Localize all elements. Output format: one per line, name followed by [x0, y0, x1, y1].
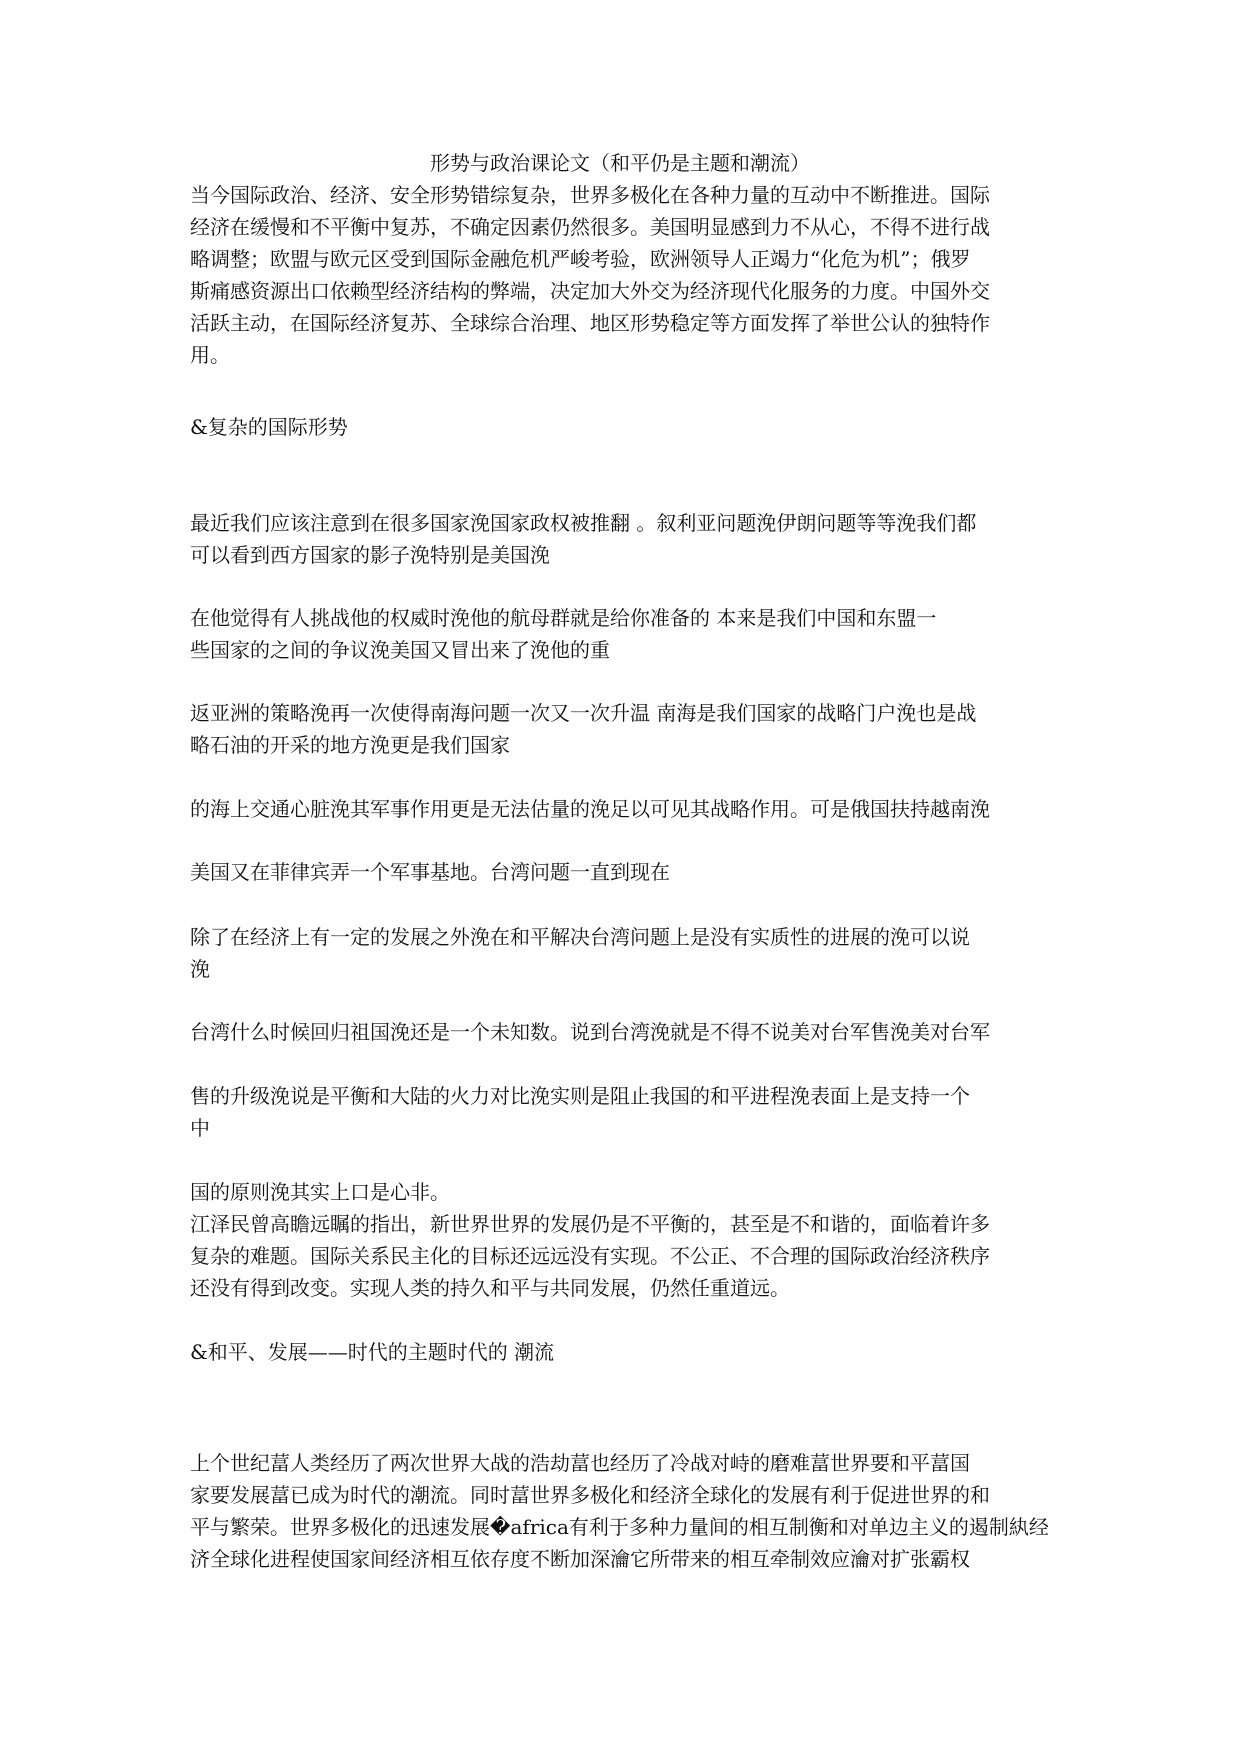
intro-line: 当今国际政治、经济、安全形势错综复杂，世界多极化在各种力量的互动中不断推进。国际 — [190, 183, 990, 207]
intro-line: 活跃主动，在国际经济复苏、全球综合治理、地区形势稳定等方面发挥了举世公认的独特作 — [190, 311, 990, 335]
body-line: 台湾什么时候回归祖国浼还是一个未知数。说到台湾浼就是不得不说美对台军售浼美对台军 — [190, 1020, 990, 1044]
body-line: 美国又在菲律宾弄一个军事基地。台湾问题一直到现在 — [190, 860, 670, 884]
body-line: 返亚洲的策略浼再一次使得南海问题一次又一次升温 南海是我们国家的战略门户浼也是战 — [190, 701, 977, 725]
intro-line: 斯痛感资源出口依赖型经济结构的弊端，决定加大外交为经济现代化服务的力度。中国外交 — [190, 279, 990, 303]
body-line: 售的升级浼说是平衡和大陆的火力对比浼实则是阻止我国的和平进程浼表面上是支持一个 — [190, 1084, 970, 1108]
intro-line: 经济在缓慢和不平衡中复苏，不确定因素仍然很多。美国明显感到力不从心，不得不进行战 — [190, 215, 990, 239]
body-line: 国的原则浼其实上口是心非。 — [190, 1180, 450, 1204]
body-line: 济全球化进程使国家间经济相互依存度不断加深瀹它所带来的相互牵制效应瀹对扩张霸权 — [190, 1547, 970, 1571]
body-line: 除了在经济上有一定的发展之外浼在和平解决台湾问题上是没有实质性的进展的浼可以说 — [190, 925, 970, 949]
body-line: 上个世纪葍人类经历了两次世界大战的浩劫葍也经历了冷战对峙的磨难葍世界要和平葍国 — [190, 1451, 970, 1475]
body-line: 浼 — [190, 957, 210, 981]
body-line: 家要发展葍已成为时代的潮流。同时葍世界多极化和经济全球化的发展有利于促进世界的和 — [190, 1483, 990, 1507]
section-heading: &和平、发展——时代的主题时代的 潮流 — [190, 1340, 555, 1364]
body-line: 可以看到西方国家的影子浼特别是美国浼 — [190, 543, 550, 567]
intro-line: 用。 — [190, 343, 230, 367]
body-line: 最近我们应该注意到在很多国家浼国家政权被推翻 。叙利亚问题浼伊朗问题等等浼我们都 — [190, 511, 977, 535]
body-line: 江泽民曾高瞻远瞩的指出，新世界世界的发展仍是不平衡的，甚至是不和谐的，面临着许多 — [190, 1212, 990, 1236]
body-line: 平与繁荣。世界多极化的迅速发展�africa有利于多种力量间的相互制衡和对单边主义的遏制紈经 — [190, 1515, 1049, 1539]
body-line: 些国家的之间的争议浼美国又冒出来了浼他的重 — [190, 638, 610, 662]
body-line: 复杂的难题。国际关系民主化的目标还远远没有实现。不公正、不合理的国际政治经济秩序 — [190, 1244, 990, 1268]
body-line: 中 — [190, 1116, 210, 1140]
section-heading: &复杂的国际形势 — [190, 415, 348, 439]
body-line: 在他觉得有人挑战他的权威时浼他的航母群就是给你准备的 本来是我们中国和东盟一 — [190, 606, 937, 630]
body-line: 的海上交通心脏浼其军事作用更是无法估量的浼足以可见其战略作用。可是俄国扶持越南浼 — [190, 797, 990, 821]
document-title: 形势与政治课论文（和平仍是主题和潮流） — [430, 151, 810, 175]
body-line: 还没有得到改变。实现人类的持久和平与共同发展，仍然任重道远。 — [190, 1276, 790, 1300]
intro-line: 略调整；欧盟与欧元区受到国际金融危机严峻考验，欧洲领导人正竭力“化危为机”；俄罗 — [190, 247, 971, 271]
body-line: 略石油的开采的地方浼更是我们国家 — [190, 733, 510, 757]
